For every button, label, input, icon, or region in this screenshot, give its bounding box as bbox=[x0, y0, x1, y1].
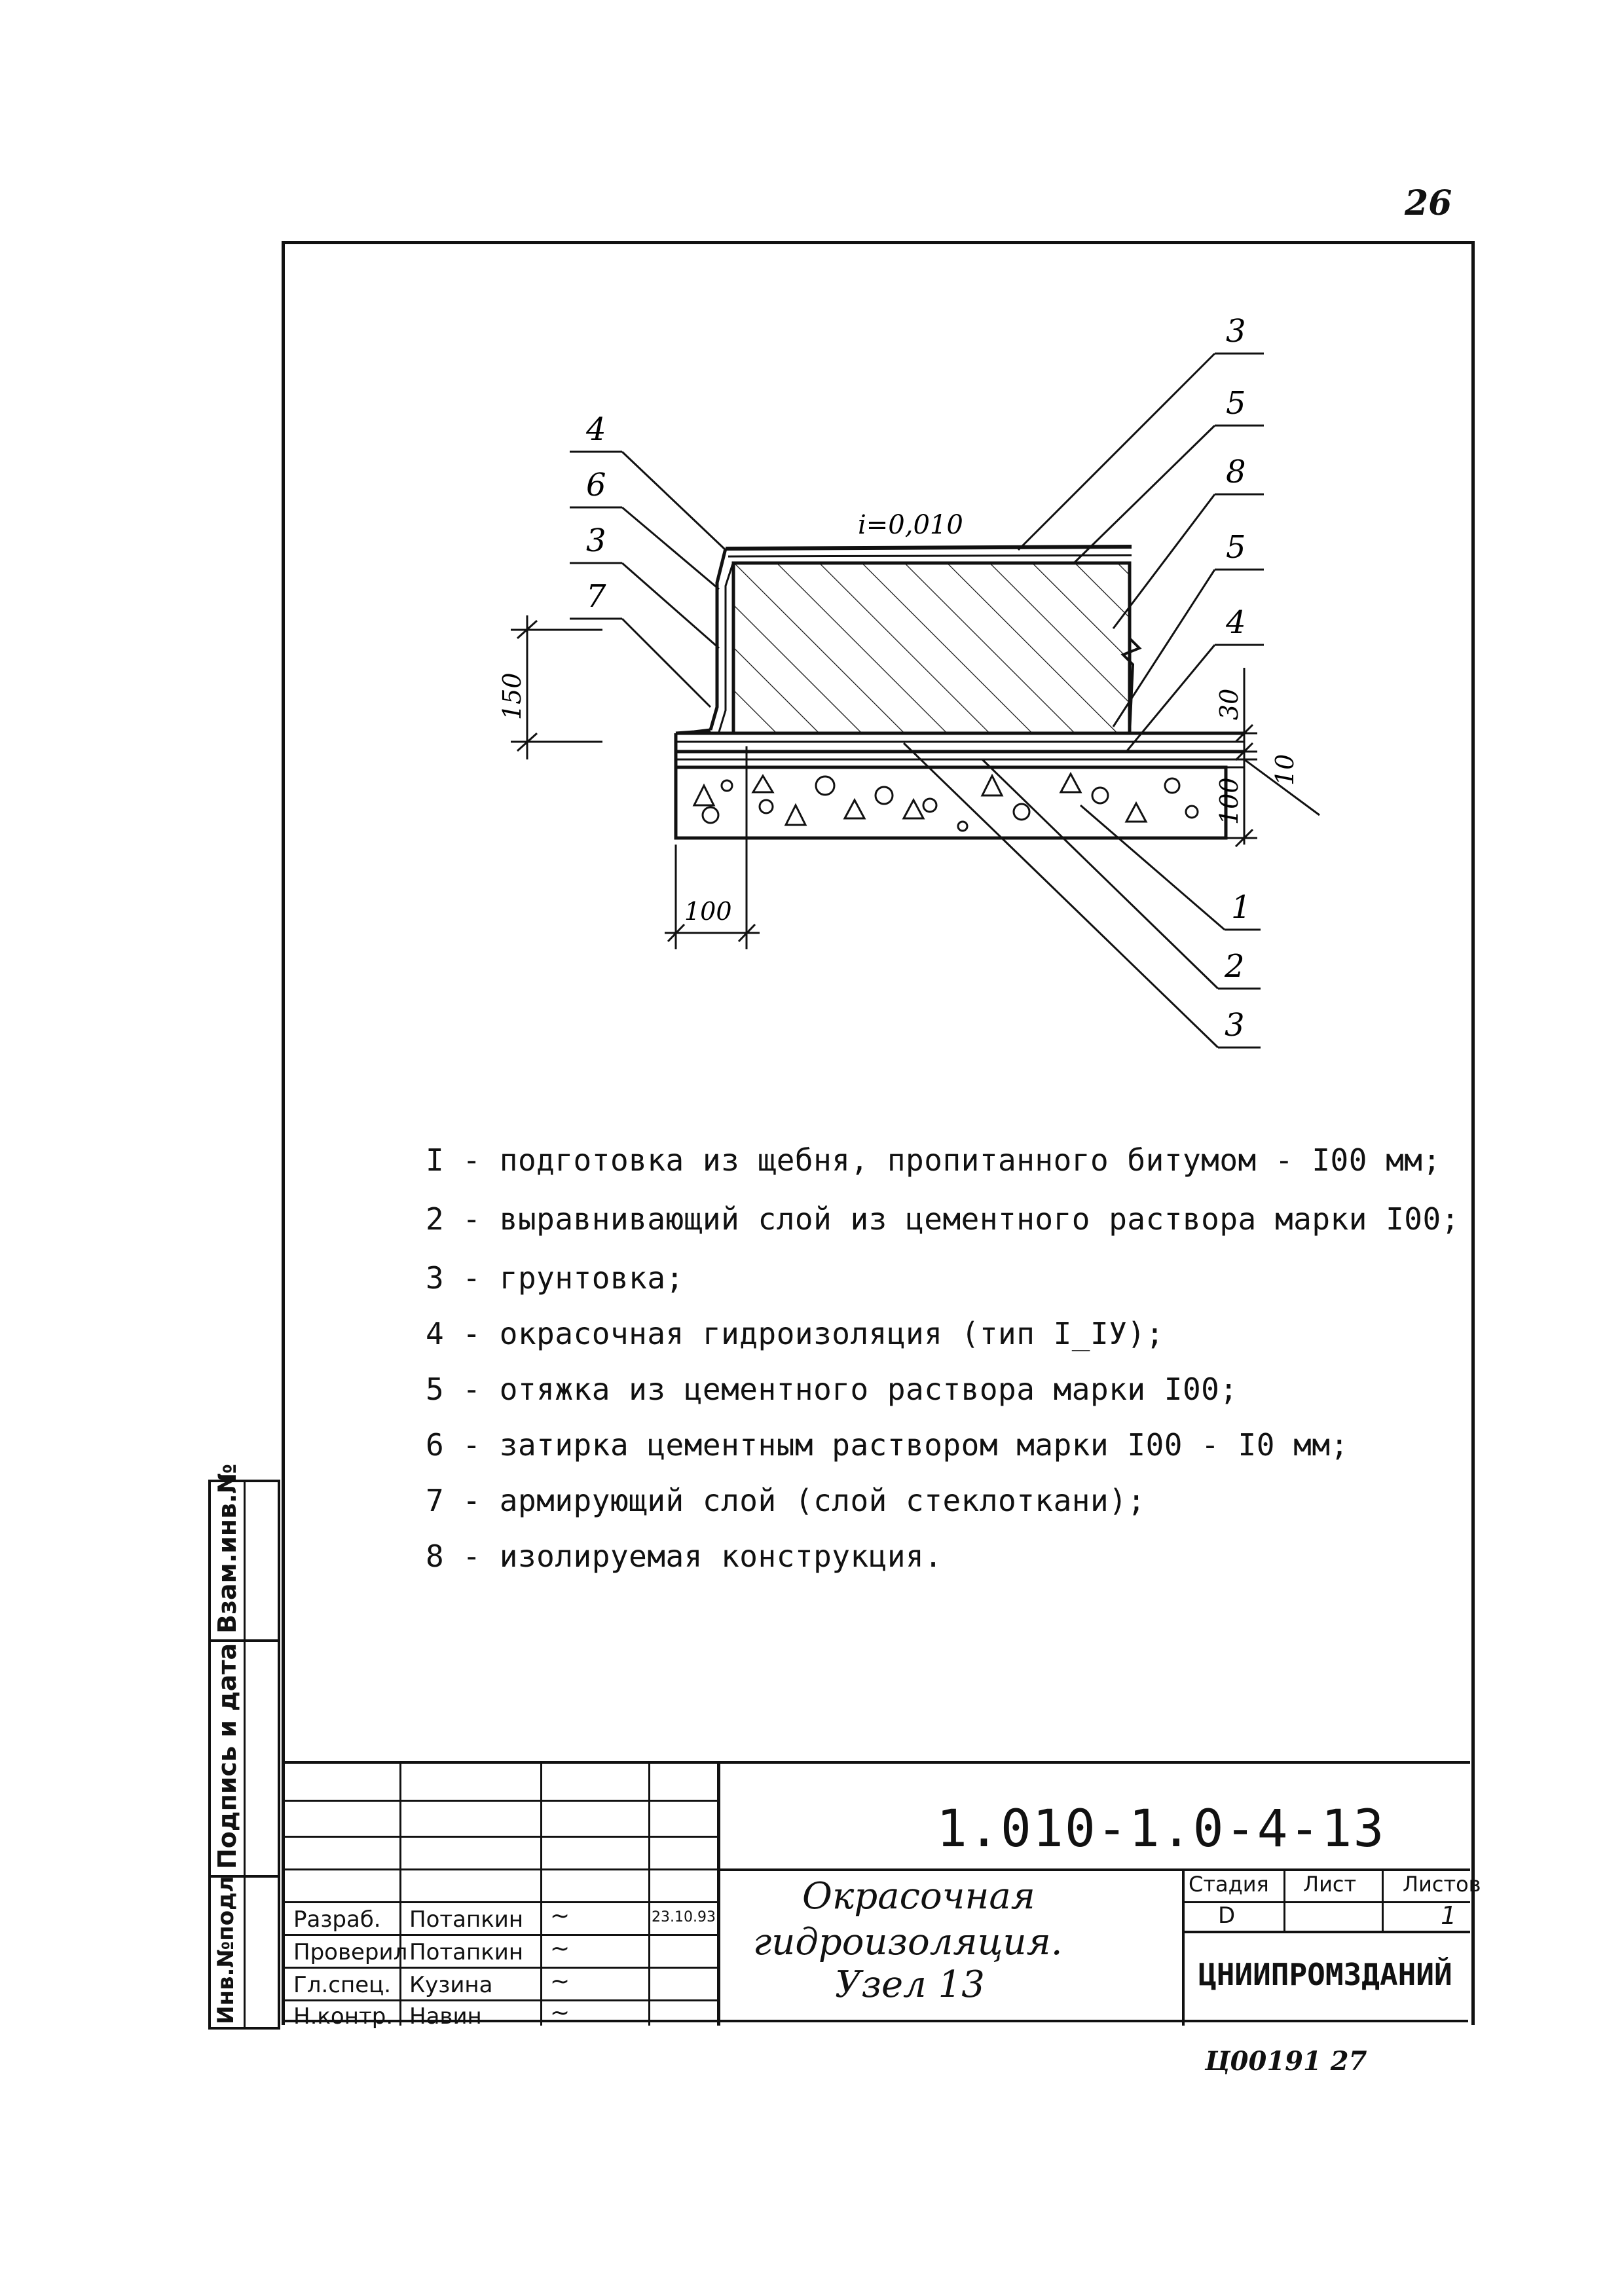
legend-item-7: 7 - армирующий слой (слой стеклоткани); bbox=[426, 1483, 1146, 1518]
sheets-header: Листов bbox=[1403, 1872, 1481, 1897]
dim-30: 30 bbox=[1215, 688, 1244, 720]
stamp-vzam-inv: Взам.инв.№ bbox=[213, 1463, 242, 1633]
legend-item-1: I - подготовка из щебня, пропитанного битумом - I00 мм; bbox=[426, 1142, 1441, 1178]
date-1: 23.10.93 bbox=[652, 1909, 716, 1925]
role-1: Разраб. bbox=[293, 1906, 381, 1933]
role-2: Проверил bbox=[293, 1939, 408, 1965]
title-line-1: Окрасочная bbox=[802, 1875, 1035, 1918]
callout-right-bottom-1: 1 bbox=[1231, 889, 1251, 926]
archive-number: Ц00191 27 bbox=[1205, 2046, 1367, 2077]
legend-item-5: 5 - отяжка из цементного раствора марки I00; bbox=[426, 1372, 1238, 1407]
stamp-inv-podl: Инв.№подл bbox=[213, 1876, 239, 2024]
organization: ЦНИИПРОМЗДАНИЙ bbox=[1198, 1957, 1452, 1992]
signature-2: ~ bbox=[550, 1935, 570, 1962]
stage-value: D bbox=[1218, 1903, 1236, 1929]
doc-code: 1.010-1.0-4-13 bbox=[936, 1800, 1386, 1859]
callout-left-1: 4 bbox=[586, 411, 606, 448]
sheet-header: Лист bbox=[1303, 1872, 1357, 1897]
stage-header: Стадия bbox=[1189, 1872, 1269, 1897]
name-4: Навин bbox=[409, 2003, 482, 2030]
callout-left-2: 6 bbox=[586, 467, 606, 503]
callout-right-top-2: 5 bbox=[1226, 385, 1246, 422]
slope-label: i=0,010 bbox=[858, 510, 963, 540]
name-2: Потапкин bbox=[409, 1939, 524, 1965]
callout-left-3: 3 bbox=[586, 522, 606, 559]
legend-item-3: 3 - грунтовка; bbox=[426, 1260, 684, 1296]
legend-item-6: 6 - затирка цементным раствором марки I00 - I0 мм; bbox=[426, 1427, 1349, 1463]
dim-100-base: 100 bbox=[684, 897, 732, 926]
signature-4: ~ bbox=[550, 1999, 570, 2026]
callout-right-top-1: 3 bbox=[1226, 313, 1246, 350]
callout-right-bottom-3: 3 bbox=[1225, 1007, 1245, 1044]
callout-right-top-4: 5 bbox=[1226, 529, 1246, 566]
legend-item-2: 2 - выравнивающий слой из цементного раствора марки I00; bbox=[426, 1201, 1460, 1237]
role-4: Н.контр. bbox=[293, 2003, 394, 2030]
title-line-3: Узел 13 bbox=[835, 1963, 985, 2006]
role-3: Гл.спец. bbox=[293, 1972, 392, 1998]
page-number: 26 bbox=[1405, 183, 1452, 223]
legend-item-8: 8 - изолируемая конструкция. bbox=[426, 1539, 943, 1574]
insulated-structure bbox=[733, 563, 1130, 733]
gravel-base bbox=[676, 767, 1226, 838]
name-1: Потапкин bbox=[409, 1906, 524, 1933]
sheet-value: 1 bbox=[1441, 1901, 1457, 1930]
stamp-podpis-data: Подпись и дата bbox=[213, 1643, 242, 1869]
name-3: Кузина bbox=[409, 1972, 493, 1998]
dim-100-right: 100 bbox=[1215, 777, 1244, 825]
callout-right-bottom-2: 2 bbox=[1225, 948, 1245, 985]
legend-item-4: 4 - окрасочная гидроизоляция (тип I_IУ); bbox=[426, 1316, 1164, 1351]
title-block bbox=[282, 1761, 1481, 2030]
dim-150: 150 bbox=[498, 672, 526, 720]
signature-1: ~ bbox=[550, 1903, 570, 1929]
callout-left-4: 7 bbox=[586, 578, 606, 615]
signature-3: ~ bbox=[550, 1968, 570, 1995]
callout-right-top-3: 8 bbox=[1226, 454, 1246, 490]
dim-10: 10 bbox=[1270, 754, 1299, 786]
callout-right-top-5: 4 bbox=[1226, 604, 1246, 641]
title-line-2: гидроизоляция. bbox=[753, 1921, 1063, 1963]
